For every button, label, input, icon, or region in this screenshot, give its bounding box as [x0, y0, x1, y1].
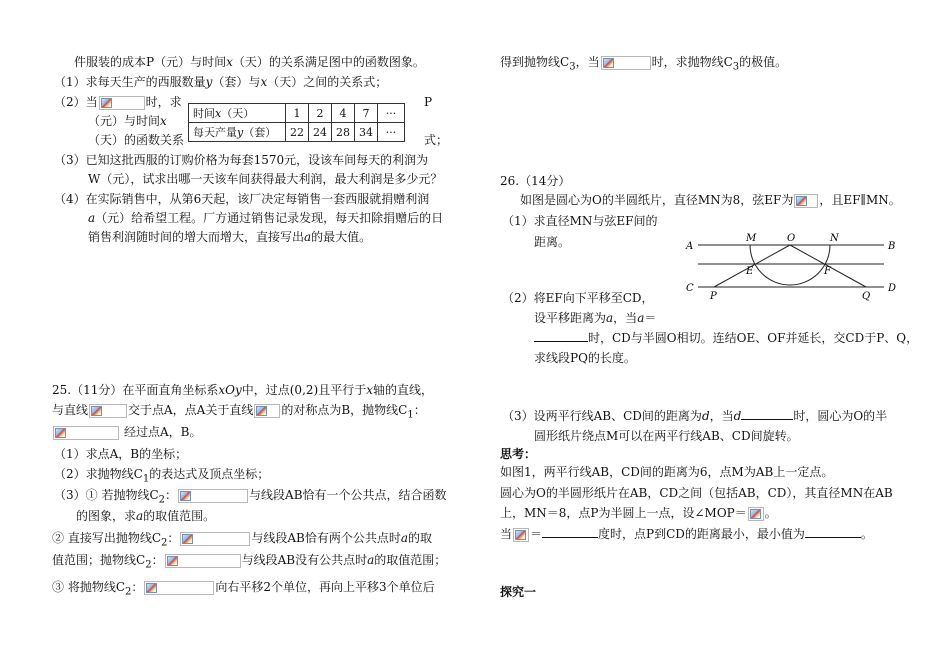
label-B: B	[888, 241, 896, 252]
q25-continued: 得到抛物线$C_3$，当 时，求抛物线$C_3$的极值。	[500, 55, 788, 73]
q26-intro: 如图是圆心为O的半圆纸片，直径MN为8，弦EF为 ，且EF∥MN。	[520, 193, 901, 207]
table-cell: 2	[309, 104, 332, 123]
q24-P: P	[424, 95, 433, 109]
q26-part3-b: 圆形纸片绕点M可以在两平行线AB、CD间旋转。	[534, 429, 799, 443]
table-cell: 22	[286, 123, 309, 142]
q24-line-9: 销售利润随时间的增大而增大，直接写出a的最大值。	[88, 230, 372, 244]
formula-image-icon	[513, 528, 529, 542]
time-output-table	[188, 103, 405, 142]
q26-part1-a: （1）求直径MN与弦EF间的	[502, 214, 658, 228]
think-line-4: 当 ＝ 度时，点P到CD的距离最小，最小值为 。	[500, 527, 873, 541]
table-cell: 1	[286, 104, 309, 123]
q25-line-9: ③ 将抛物线$C_2$： 向右平移2个单位，再向上平移3个单位后	[52, 580, 435, 598]
label-N: N	[830, 233, 839, 244]
q25-line-0: 25.（11分）在平面直角坐标系xOy中，过点(0,2)且平行于x轴的直线，	[52, 383, 433, 397]
q24-line-0: 件服装的成本P（元）与时间x（天）的关系满足图中的函数图象。	[74, 55, 425, 69]
semicircle-figure	[684, 230, 900, 304]
q24-line-6: W（元），试求出哪一天该车间获得最大利润，最大利润是多少元？	[88, 172, 443, 186]
q24-line-3: （元）与时间x	[88, 114, 167, 128]
explore-heading: 探究一	[500, 585, 537, 599]
label-E: E	[746, 266, 754, 277]
formula-image-icon	[144, 581, 214, 595]
q26-part2-d: 求线段PQ的长度。	[534, 351, 636, 365]
formula-image-icon	[99, 96, 145, 110]
label-O: O	[787, 233, 796, 244]
table-cell: 4	[332, 104, 355, 123]
answer-blank[interactable]	[741, 408, 793, 420]
table-row	[189, 104, 405, 123]
q25-line-2: 经过点A，B。	[52, 424, 202, 440]
label-P: P	[710, 291, 717, 302]
label-M: M	[746, 233, 757, 244]
formula-image-icon	[601, 56, 651, 70]
q24-line-1: （1）求每天生产的西服数量y（套）与x（天）之间的关系式；	[54, 75, 388, 89]
formula-image-icon	[89, 404, 127, 418]
label-Q: Q	[862, 291, 871, 302]
q24-line-4: （天）的函数关系	[88, 133, 185, 147]
q25-line-4: （2）求抛物线$C_1$的表达式及顶点坐标；	[54, 467, 270, 485]
table-cell: 24	[309, 123, 332, 142]
think-line-2: 圆心为O的半圆形纸片在AB，CD之间（包括AB，CD），其直径MN在AB	[500, 486, 893, 500]
formula-image-icon	[180, 532, 250, 546]
q26-part1-b: 距离。	[534, 235, 571, 249]
formula-image-icon	[254, 404, 280, 418]
answer-blank[interactable]	[534, 330, 588, 342]
label-F: F	[824, 266, 831, 277]
think-line-1: 如图1，两平行线AB，CD间的距离为6，点M为AB上一定点。	[500, 465, 834, 479]
q26-part2-b: 设平移距离为a，当a＝	[534, 311, 657, 325]
formula-image-icon	[794, 194, 818, 208]
label-A: A	[686, 241, 694, 252]
q26-part2-a: （2）将EF向下平移至CD，	[502, 291, 654, 305]
q26-part3-a: （3）设两平行线AB、CD间的距离为d，当d 时，圆心为O的半	[502, 409, 888, 423]
q24-line-7: （4）在实际销售中，从第6天起，该厂决定每销售一套西服就捐赠利润	[54, 192, 430, 206]
table-header-time: 时间x（天）	[189, 104, 286, 123]
answer-blank[interactable]	[805, 526, 861, 538]
q26-part2-c: 时，CD与半圆O相切。连结OE、OF并延长，交CD于P、Q，	[534, 330, 918, 346]
q25-line-1: 与直线 交于点A，点A关于直线 的对称点为B，抛物线$C_1$：	[52, 403, 426, 421]
table-cell: 7	[355, 104, 378, 123]
table-cell: 34	[355, 123, 378, 142]
formula-image-icon	[165, 554, 241, 568]
q25-line-6: 的图象，求a的取值范围。	[76, 509, 216, 523]
q25-line-5: （3）① 若抛物线$C_2$： 与线段AB恰有一个公共点，结合函数	[54, 488, 447, 506]
label-C: C	[686, 283, 694, 294]
formula-image-icon	[748, 507, 764, 521]
table-cell: 28	[332, 123, 355, 142]
table-cell: ···	[378, 123, 405, 142]
q26-heading: 26.（14分）	[500, 174, 571, 188]
q24-line-4-end: 式；	[424, 133, 449, 147]
semicircle-arc	[750, 245, 830, 285]
table-cell: ···	[378, 104, 405, 123]
table-row	[189, 123, 405, 142]
label-D: D	[888, 283, 897, 294]
table-header-output: 每天产量y（套）	[189, 123, 286, 142]
q24-line-8: a（元）给希望工程。厂方通过销售记录发现，每天扣除捐赠后的日	[88, 211, 444, 225]
formula-image-icon	[178, 489, 248, 503]
q24-line-5: （3）已知这批西服的订购价格为每套1570元，设该车间每天的利润为	[54, 153, 429, 167]
q25-line-8: 值范围；抛物线$C_2$： 与线段AB没有公共点时a的取值范围；	[52, 553, 447, 571]
formula-image-icon	[53, 426, 119, 440]
q25-line-3: （1）求点A，B的坐标；	[54, 447, 188, 461]
answer-blank[interactable]	[542, 526, 598, 538]
q25-line-7: ② 直接写出抛物线$C_2$： 与线段AB恰有两个公共点时a的取	[52, 531, 433, 549]
q24-line-2: （2）当 时，求	[54, 95, 182, 109]
think-line-3: 上，MN＝8，点P为半圆上一点，设∠MOP＝ 。	[500, 506, 777, 520]
think-title: 思考：	[500, 447, 537, 461]
